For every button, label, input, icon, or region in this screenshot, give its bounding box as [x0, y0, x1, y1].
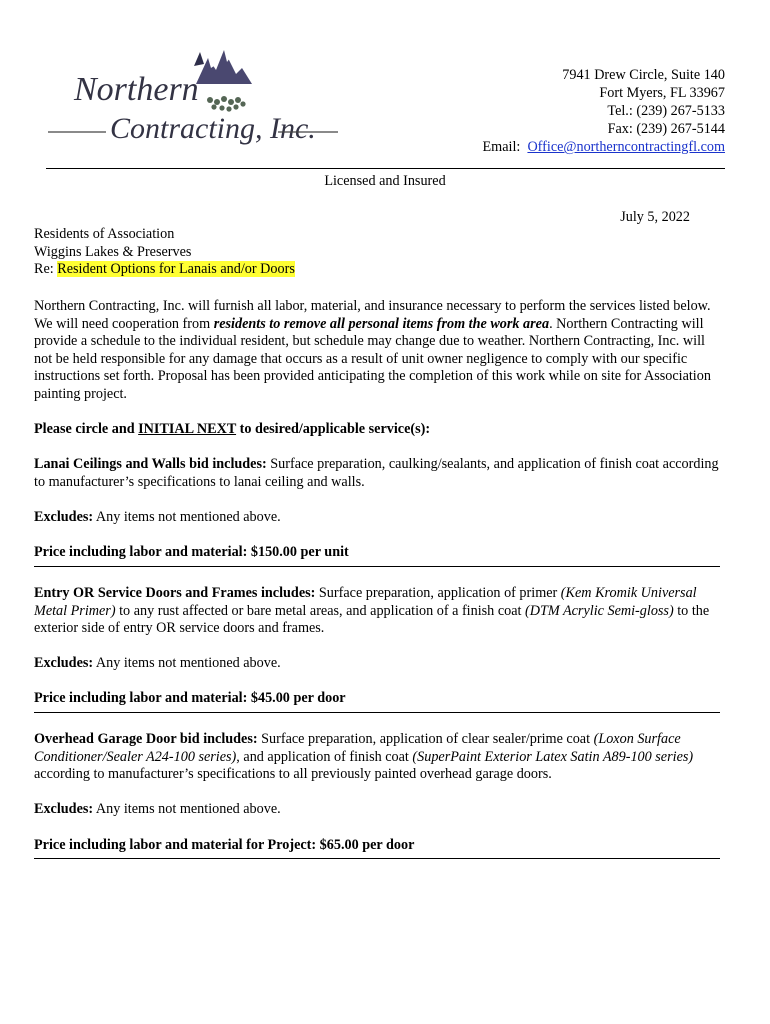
- address-line: Fort Myers, FL 33967: [599, 85, 725, 101]
- recipient-block: [34, 226, 295, 279]
- service-description: Lanai Ceilings and Walls bid includes: Surface preparation, caulking/sealants, and application of finish coat according to manufacturer’s specifications to lanai ceiling and walls.: [34, 456, 719, 490]
- header-divider: [46, 168, 725, 169]
- service-price: Price including labor and material: $150.00 per unit: [34, 544, 349, 561]
- recipient-line: Residents of Association: [34, 226, 175, 242]
- service-heading: Overhead Garage Door bid includes:: [34, 731, 258, 748]
- intro-paragraph: Northern Contracting, Inc. will furnish all labor, material, and insurance necessary to perform the services listed below. We will need cooperation from residents to remove all personal items from the work area. Northern Contracting will provide a schedule to the individual resident, but schedule may change due to weather. Northern Contracting, Inc. will not be held responsible for any damage that occurs as a result of unit owner negligence to comply with our specific instructions set forth. Proposal has been provided anticipating the completion of this work while on site for Association painting project.: [34, 298, 711, 402]
- service-excludes: Excludes: Any items not mentioned above.: [34, 509, 281, 526]
- subject-label: Re:: [34, 261, 54, 278]
- section-divider: [34, 566, 720, 567]
- email-link[interactable]: Office@northerncontractingfl.com: [527, 139, 725, 155]
- service-description: Entry OR Service Doors and Frames includes: Surface preparation, application of primer (Kem Kromik Universal Metal Primer) to any rust affected or bare metal areas, and application of a finish coat (DTM Acrylic Semi-gloss) to the exterior side of entry OR service doors and frames.: [34, 584, 710, 637]
- letter-body: [34, 298, 724, 877]
- instruction-paragraph: Please circle and INITIAL NEXT to desired/applicable service(s):: [34, 421, 431, 438]
- service-price: Price including labor and material: $45.00 per door: [34, 690, 346, 707]
- recipient-line: Wiggins Lakes & Preserves: [34, 243, 192, 260]
- email-label: Email:: [482, 139, 521, 155]
- service-excludes: Excludes: Any items not mentioned above.: [34, 655, 281, 672]
- fax-line: Fax: (239) 267-5144: [607, 121, 725, 137]
- service-price: Price including labor and material for Project: $65.00 per door: [34, 836, 415, 853]
- instruction-underlined: INITIAL NEXT: [138, 421, 237, 438]
- svg-text:Northern: Northern: [74, 71, 199, 108]
- licensed-tagline: Licensed and Insured: [324, 173, 446, 189]
- service-description: Overhead Garage Door bid includes: Surface preparation, application of clear sealer/prime coat (Loxon Surface Conditioner/Sealer A24-100 series), and application of finish coat (SuperPaint Exterior Latex Satin A89-100 series) according to manufacturer’s specifications to all previously painted overhead garage doors.: [34, 731, 694, 783]
- address-line: 7941 Drew Circle, Suite 140: [562, 67, 725, 83]
- service-excludes: Excludes: Any items not mentioned above.: [34, 801, 281, 818]
- service-heading: Entry OR Service Doors and Frames includes:: [34, 584, 316, 601]
- letter-date: July 5, 2022: [620, 209, 690, 225]
- section-divider: [34, 858, 720, 859]
- section-divider: [34, 712, 720, 713]
- phone-line: Tel.: (239) 267-5133: [607, 103, 725, 119]
- subject-text: Resident Options for Lanais and/or Doors: [57, 261, 295, 278]
- company-logo: [46, 44, 346, 154]
- service-heading: Lanai Ceilings and Walls bid includes:: [34, 456, 267, 473]
- mountain-logo-icon: [194, 50, 252, 84]
- company-address: [483, 66, 725, 156]
- subject-line: [34, 261, 295, 279]
- intro-emphasis: residents to remove all personal items from the work area: [213, 315, 550, 332]
- email-line: [483, 138, 725, 156]
- svg-text:Contracting, Inc.: Contracting, Inc.: [110, 112, 316, 145]
